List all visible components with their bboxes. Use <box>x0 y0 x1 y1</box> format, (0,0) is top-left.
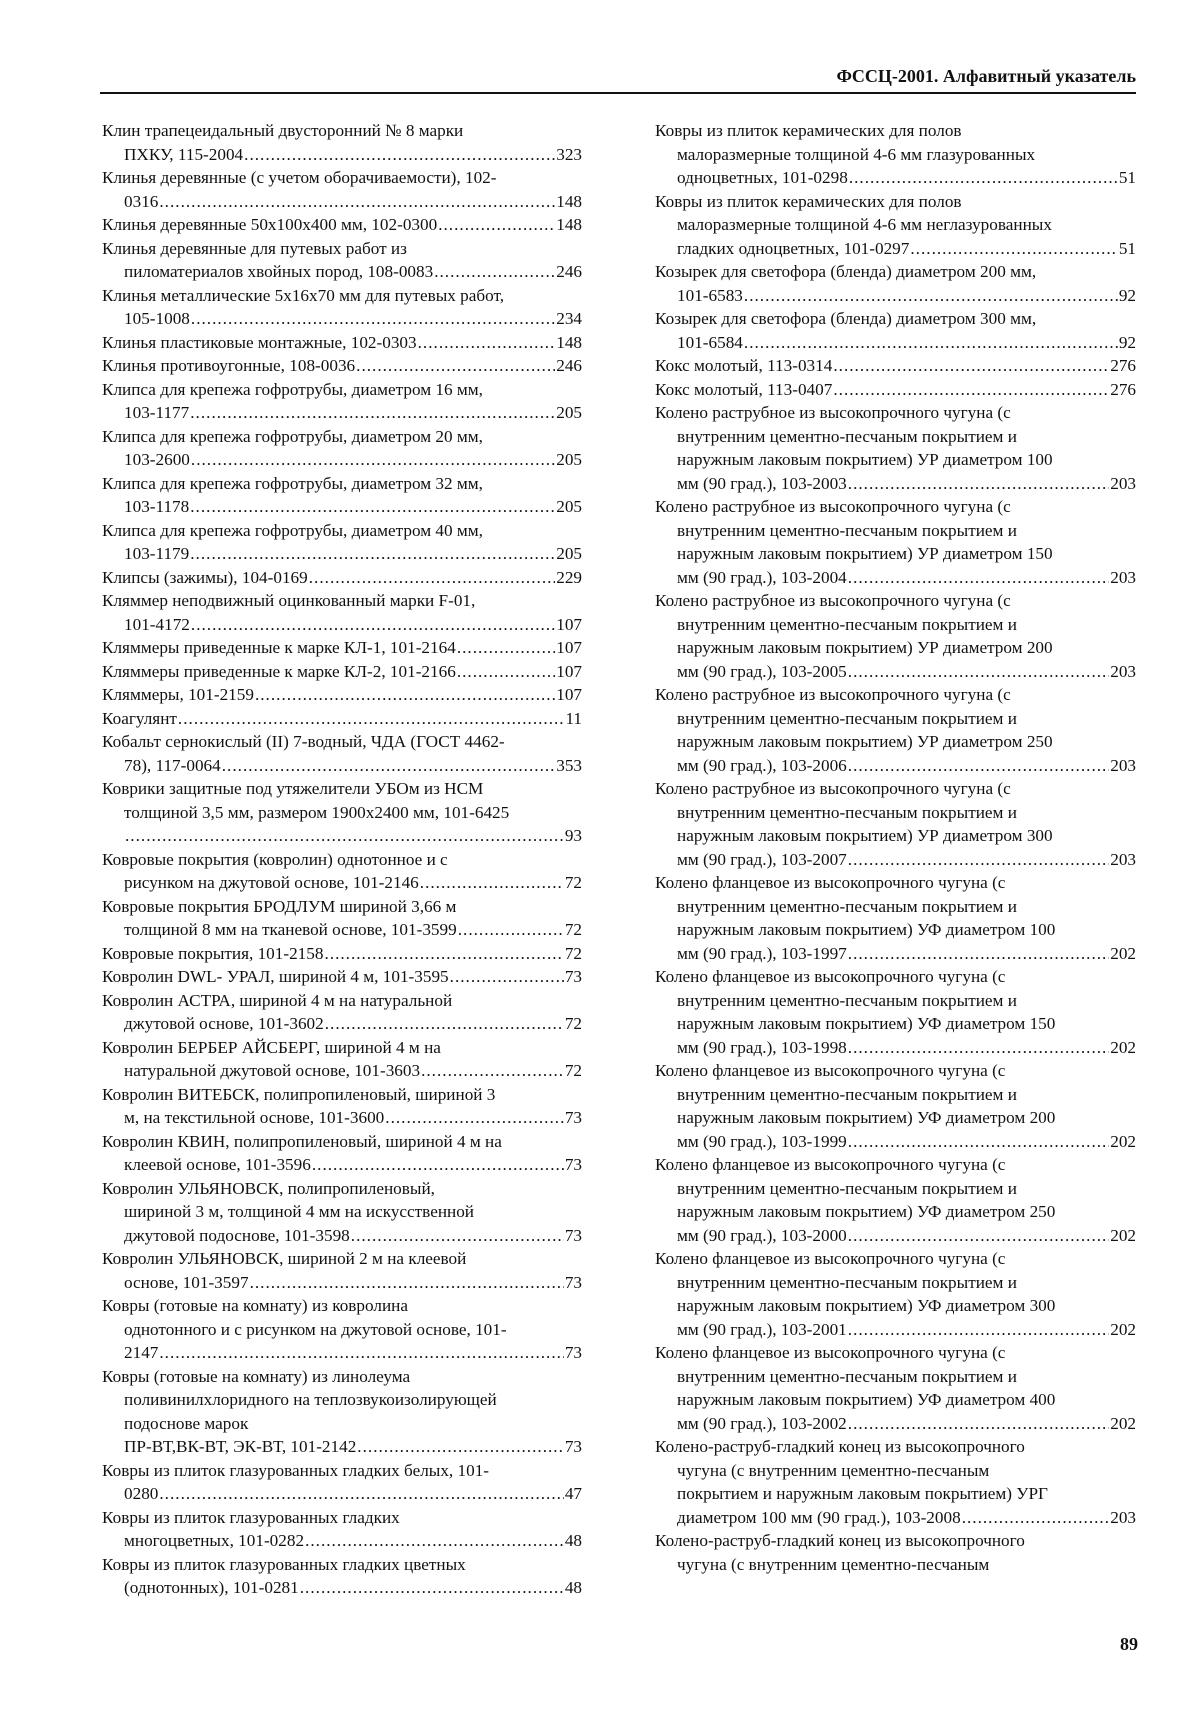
dot-leader <box>421 1059 564 1083</box>
entry-text-line: 105-1008 <box>124 309 190 328</box>
index-entry <box>655 307 1136 354</box>
dot-leader <box>849 166 1118 190</box>
entry-text-line: 103-1177 <box>124 403 190 422</box>
index-entry <box>655 1153 1136 1247</box>
index-entry <box>102 660 582 684</box>
index-column-left <box>102 119 582 1600</box>
entry-text-line: внутренним цементно-песчаным покрытием и <box>677 802 1017 822</box>
entry-text-line: Кляммеры, 101-2159 <box>102 685 254 704</box>
dot-leader <box>848 942 1109 966</box>
dot-leader <box>190 401 555 425</box>
entry-text-line: рисунком на джутовой основе, 101-2146 <box>124 873 419 892</box>
dot-leader <box>222 754 555 778</box>
entry-text-line: джутовой подоснове, 101-3598 <box>124 1225 350 1245</box>
entry-text-line: 0316 <box>124 191 159 211</box>
entry-text-line: внутренним цементно-песчаным покрытием и <box>677 520 1017 540</box>
entry-text-line: основе, 101-3597 <box>124 1272 249 1292</box>
index-entry <box>655 683 1136 777</box>
entry-page-ref: 246 <box>556 356 582 375</box>
entry-text-line: 103-2600 <box>124 450 190 469</box>
entry-text-line: Ковры из плиток керамических для полов <box>655 121 962 140</box>
index-entry <box>102 730 582 777</box>
entry-text-line: мм (90 град.), 103-1998 <box>677 1037 847 1057</box>
index-entry <box>102 472 582 519</box>
index-entry <box>655 190 1136 261</box>
entry-text-line: Клипса для крепежа гофротрубы, диаметром 20 мм, <box>102 426 483 446</box>
entry-page-ref: 73 <box>564 967 582 986</box>
dot-leader <box>438 213 555 237</box>
entry-page-ref: 11 <box>565 708 582 728</box>
dot-leader <box>312 1153 564 1177</box>
entry-page-ref: 73 <box>564 1225 582 1245</box>
entry-text-line: Ковры из плиток керамических для полов <box>655 191 962 211</box>
entry-page-ref: 107 <box>556 614 582 634</box>
entry-text-line: наружным лаковым покрытием) УР диаметром 250 <box>677 732 1053 751</box>
entry-page-ref: 107 <box>556 685 582 704</box>
entry-page-ref: 246 <box>556 262 582 281</box>
index-entry <box>102 1247 582 1294</box>
entry-text-line: внутренним цементно-песчаным покрытием и <box>677 708 1017 728</box>
index-entry <box>102 1177 582 1248</box>
index-entry <box>655 1435 1136 1529</box>
dot-leader <box>178 707 565 731</box>
entry-text-line: толщиной 3,5 мм, размером 1900x2400 мм, 101-6425 <box>124 802 510 822</box>
entry-page-ref: 72 <box>564 1014 582 1033</box>
dot-leader <box>833 378 1109 402</box>
entry-page-ref: 48 <box>564 1578 582 1597</box>
entry-page-ref: 148 <box>556 332 582 352</box>
entry-text-line: внутренним цементно-песчаным покрытием и <box>677 1272 1017 1292</box>
entry-text-line: шириной 3 м, толщиной 4 мм на искусственной <box>124 1202 475 1221</box>
entry-text-line: Кокс молотый, 113-0407 <box>655 379 833 399</box>
entry-text-line: чугуна (с внутренним цементно-песчаным <box>677 1554 990 1574</box>
dot-leader <box>848 754 1109 778</box>
page-number: 89 <box>1120 1634 1138 1654</box>
entry-page-ref: 72 <box>564 1061 582 1080</box>
index-entry <box>102 777 582 848</box>
entry-text-line: наружным лаковым покрытием) УФ диаметром 100 <box>677 920 1056 939</box>
entry-text-line: 103-1179 <box>124 544 190 563</box>
entry-text-line: мм (90 град.), 103-2004 <box>677 567 847 587</box>
entry-page-ref: 93 <box>564 826 582 845</box>
entry-text-line: Колено раструбное из высокопрочного чугуна (с <box>655 591 1011 610</box>
entry-text-line: мм (90 град.), 103-2007 <box>677 849 847 869</box>
entry-page-ref: 203 <box>1110 567 1136 587</box>
entry-text-line: наружным лаковым покрытием) УР диаметром 300 <box>677 826 1053 845</box>
dot-leader <box>848 1224 1109 1248</box>
dot-leader <box>159 1482 563 1506</box>
entry-text-line: малоразмерные толщиной 4-6 мм глазурованных <box>677 144 1036 164</box>
index-entry <box>102 284 582 331</box>
entry-text-line: Ковролин АСТРА, шириной 4 м на натуральной <box>102 990 453 1010</box>
entry-page-ref: 107 <box>556 661 582 681</box>
dot-leader <box>848 1412 1109 1436</box>
entry-text-line: Ковролин ВИТЕБСК, полипропиленовый, шириной 3 <box>102 1084 496 1104</box>
entry-text-line: наружным лаковым покрытием) УР диаметром 100 <box>677 450 1053 469</box>
index-entry <box>655 378 1136 402</box>
dot-leader <box>159 1341 563 1365</box>
entry-page-ref: 48 <box>564 1531 582 1550</box>
entry-text-line: Колено раструбное из высокопрочного чугуна (с <box>655 497 1011 516</box>
dot-leader <box>324 942 563 966</box>
entry-text-line: наружным лаковым покрытием) УФ диаметром 300 <box>677 1296 1056 1315</box>
entry-text-line: ПР-ВТ,ВК-ВТ, ЭК-ВТ, 101-2142 <box>124 1437 357 1456</box>
entry-text-line: мм (90 град.), 103-2005 <box>677 661 847 681</box>
entry-page-ref: 107 <box>556 638 582 657</box>
dot-leader <box>744 284 1118 308</box>
index-entry <box>102 213 582 237</box>
entry-text-line: ПХКУ, 115-2004 <box>124 144 244 164</box>
dot-leader <box>325 1012 564 1036</box>
entry-text-line: толщиной 8 мм на тканевой основе, 101-3599 <box>124 920 457 939</box>
index-entry <box>102 166 582 213</box>
entry-text-line: Клинья деревянные 50x100x400 мм, 102-0300 <box>102 215 438 234</box>
entry-page-ref: 203 <box>1110 473 1136 493</box>
entry-text-line: мм (90 град.), 103-1997 <box>677 943 847 963</box>
index-entry <box>102 1036 582 1083</box>
entry-text-line: 0280 <box>124 1484 159 1503</box>
entry-text-line: гладких одноцветных, 101-0297 <box>677 238 910 258</box>
entry-text-line: Ковролин DWL- УРАЛ, шириной 4 м, 101-3595 <box>102 967 449 986</box>
entry-page-ref: 72 <box>564 943 582 963</box>
dot-leader <box>848 1130 1109 1154</box>
entry-text-line: Колено-раструб-гладкий конец из высокопрочного <box>655 1531 1025 1550</box>
entry-text-line: клеевой основе, 101-3596 <box>124 1155 311 1174</box>
entry-text-line: Колено раструбное из высокопрочного чугуна (с <box>655 779 1011 798</box>
entry-page-ref: 353 <box>556 755 582 775</box>
entry-page-ref: 205 <box>556 450 582 469</box>
entry-text-line: Ковровые покрытия БРОДЛУМ шириной 3,66 м <box>102 896 457 916</box>
entry-text-line: наружным лаковым покрытием) УФ диаметром 200 <box>677 1108 1056 1127</box>
entry-text-line: Кобальт сернокислый (II) 7-водный, ЧДА (ГОСТ 4462- <box>102 732 505 751</box>
entry-text-line: диаметром 100 мм (90 град.), 103-2008 <box>677 1507 961 1527</box>
index-entry <box>655 354 1136 378</box>
dot-leader <box>434 260 555 284</box>
index-entry <box>655 1247 1136 1341</box>
entry-page-ref: 276 <box>1110 356 1136 375</box>
dot-leader <box>457 660 555 684</box>
entry-text-line: Кляммер неподвижный оцинкованный марки F-01, <box>102 591 476 610</box>
dot-leader <box>420 871 564 895</box>
entry-text-line: Клинья металлические 5x16x70 мм для путевых работ, <box>102 285 505 305</box>
entry-text-line: Клинья противоугонные, 108-0036 <box>102 356 356 375</box>
index-entry <box>655 119 1136 190</box>
dot-leader <box>418 331 556 355</box>
index-entry <box>102 848 582 895</box>
entry-page-ref: 203 <box>1110 849 1136 869</box>
index-entry <box>655 871 1136 965</box>
entry-page-ref: 202 <box>1110 1319 1136 1339</box>
dot-leader <box>190 495 555 519</box>
entry-text-line: внутренним цементно-песчаным покрытием и <box>677 1366 1017 1386</box>
dot-leader <box>244 143 555 167</box>
entry-text-line: Ковры из плиток глазурованных гладких <box>102 1507 400 1527</box>
index-entry <box>102 1459 582 1506</box>
entry-page-ref: 229 <box>556 567 582 587</box>
entry-page-ref: 73 <box>564 1343 582 1362</box>
entry-text-line: внутренним цементно-песчаным покрытием и <box>677 614 1017 634</box>
entry-page-ref: 234 <box>556 309 582 328</box>
entry-page-ref: 73 <box>564 1155 582 1174</box>
dot-leader <box>910 237 1117 261</box>
entry-page-ref: 72 <box>564 873 582 892</box>
entry-text-line: Клипса для крепежа гофротрубы, диаметром 16 мм, <box>102 379 483 399</box>
dot-leader <box>309 566 555 590</box>
index-entry <box>655 401 1136 495</box>
index-entry <box>102 119 582 166</box>
dot-leader <box>962 1506 1110 1530</box>
dot-leader <box>385 1106 564 1130</box>
index-entry <box>102 683 582 707</box>
index-entry <box>102 942 582 966</box>
dot-leader <box>848 472 1109 496</box>
dot-leader <box>457 636 555 660</box>
entry-text-line: мм (90 град.), 103-2001 <box>677 1319 847 1339</box>
entry-text-line: наружным лаковым покрытием) УР диаметром 200 <box>677 638 1053 657</box>
entry-text-line: (однотонных), 101-0281 <box>124 1578 299 1597</box>
entry-text-line: Коагулянт <box>102 708 177 728</box>
dot-leader <box>848 1036 1109 1060</box>
entry-page-ref: 202 <box>1110 943 1136 963</box>
index-entry <box>102 636 582 660</box>
index-entry <box>102 1083 582 1130</box>
index-entry <box>102 1553 582 1600</box>
entry-page-ref: 205 <box>556 497 582 516</box>
dot-leader <box>305 1529 564 1553</box>
entry-text-line: наружным лаковым покрытием) УФ диаметром 150 <box>677 1014 1056 1033</box>
entry-text-line: мм (90 град.), 103-2002 <box>677 1413 847 1433</box>
entry-page-ref: 73 <box>564 1272 582 1292</box>
entry-page-ref: 92 <box>1118 285 1136 305</box>
entry-text-line: Колено фланцевое из высокопрочного чугуна (с <box>655 1249 1006 1268</box>
index-entry <box>102 707 582 731</box>
entry-text-line: Клин трапецеидальный двусторонний № 8 марки <box>102 121 464 140</box>
entry-page-ref: 51 <box>1118 238 1136 258</box>
entry-text-line: малоразмерные толщиной 4-6 мм неглазурованных <box>677 215 1052 234</box>
dot-leader <box>125 824 564 848</box>
entry-text-line: 101-6584 <box>677 332 743 352</box>
index-entry <box>102 989 582 1036</box>
entry-text-line: Ковры из плиток глазурованных гладких белых, 101- <box>102 1460 490 1480</box>
entry-page-ref: 148 <box>556 215 582 234</box>
entry-page-ref: 73 <box>564 1108 582 1127</box>
entry-text-line: Колено фланцевое из высокопрочного чугуна (с <box>655 1061 1006 1080</box>
dot-leader <box>191 613 555 637</box>
entry-page-ref: 203 <box>1110 1507 1136 1527</box>
index-entry <box>102 354 582 378</box>
dot-leader <box>848 566 1109 590</box>
dot-leader <box>190 542 555 566</box>
index-entry <box>655 777 1136 871</box>
entry-page-ref: 202 <box>1110 1225 1136 1245</box>
entry-text-line: 101-4172 <box>124 614 190 634</box>
entry-page-ref: 72 <box>564 920 582 939</box>
dot-leader <box>351 1224 564 1248</box>
entry-page-ref: 47 <box>564 1484 582 1503</box>
entry-text-line: Ковровые покрытия, 101-2158 <box>102 943 324 963</box>
entry-page-ref: 73 <box>564 1437 582 1456</box>
entry-text-line: Клинья пластиковые монтажные, 102-0303 <box>102 332 417 352</box>
entry-text-line: Ковролин УЛЬЯНОВСК, шириной 2 м на клеевой <box>102 1249 467 1268</box>
index-entry <box>102 1506 582 1553</box>
entry-text-line: Козырек для светофора (бленда) диаметром 200 мм, <box>655 262 1037 281</box>
entry-text-line: одноцветных, 101-0298 <box>677 168 848 187</box>
entry-text-line: Кляммеры приведенные к марке КЛ-1, 101-2164 <box>102 638 456 657</box>
entry-page-ref: 202 <box>1110 1131 1136 1151</box>
entry-text-line: мм (90 град.), 103-2006 <box>677 755 847 775</box>
index-entry <box>102 1130 582 1177</box>
entry-text-line: м, на текстильной основе, 101-3600 <box>124 1108 385 1127</box>
index-entry <box>102 566 582 590</box>
entry-text-line: Коврики защитные под утяжелители УБОм из НСМ <box>102 779 484 798</box>
entry-text-line: Колено фланцевое из высокопрочного чугуна (с <box>655 873 1006 892</box>
entry-text-line: Клипсы (зажимы), 104-0169 <box>102 567 308 587</box>
entry-page-ref: 323 <box>556 144 582 164</box>
dot-leader <box>458 918 564 942</box>
dot-leader <box>848 660 1109 684</box>
entry-page-ref: 205 <box>556 403 582 422</box>
entry-page-ref: 148 <box>556 191 582 211</box>
entry-text-line: Ковры (готовые на комнату) из линолеума <box>102 1366 411 1386</box>
index-entry <box>655 1059 1136 1153</box>
index-column-right <box>655 119 1136 1576</box>
entry-text-line: Колено фланцевое из высокопрочного чугуна (с <box>655 1343 1006 1362</box>
entry-text-line: Колено раструбное из высокопрочного чугуна (с <box>655 685 1011 704</box>
index-entry <box>655 1341 1136 1435</box>
entry-text-line: поливинилхлоридного на теплозвукоизолирующей <box>124 1390 497 1409</box>
entry-text-line: Кокс молотый, 113-0314 <box>655 356 833 375</box>
entry-text-line: Кляммеры приведенные к марке КЛ-2, 101-2166 <box>102 661 456 681</box>
entry-text-line: внутренним цементно-песчаным покрытием и <box>677 896 1017 916</box>
entry-text-line: Ковры из плиток глазурованных гладких цветных <box>102 1554 466 1574</box>
dot-leader <box>848 1318 1109 1342</box>
index-entry <box>102 519 582 566</box>
entry-text-line: чугуна (с внутренним цементно-песчаным <box>677 1460 990 1480</box>
entry-text-line: наружным лаковым покрытием) УФ диаметром 400 <box>677 1390 1056 1409</box>
entry-page-ref: 51 <box>1118 168 1136 187</box>
dot-leader <box>848 848 1109 872</box>
dot-leader <box>159 190 555 214</box>
entry-text-line: Клипса для крепежа гофротрубы, диаметром 32 мм, <box>102 473 483 493</box>
dot-leader <box>250 1271 564 1295</box>
entry-text-line: Ковролин КВИН, полипропиленовый, шириной 4 м на <box>102 1131 502 1151</box>
entry-text-line: мм (90 град.), 103-1999 <box>677 1131 847 1151</box>
index-entry <box>102 1365 582 1459</box>
entry-text-line: внутренним цементно-песчаным покрытием и <box>677 990 1017 1010</box>
entry-text-line: мм (90 град.), 103-2000 <box>677 1225 847 1245</box>
entry-page-ref: 203 <box>1110 661 1136 681</box>
entry-text-line: 78), 117-0064 <box>124 755 221 775</box>
index-entry <box>102 895 582 942</box>
dot-leader <box>357 1435 564 1459</box>
entry-text-line: Козырек для светофора (бленда) диаметром 300 мм, <box>655 309 1037 328</box>
entry-text-line: Ковролин УЛЬЯНОВСК, полипропиленовый, <box>102 1178 435 1198</box>
entry-text-line: Колено раструбное из высокопрочного чугуна (с <box>655 403 1011 422</box>
entry-text-line: Колено-раструб-гладкий конец из высокопрочного <box>655 1437 1025 1456</box>
dot-leader <box>744 331 1118 355</box>
index-entry <box>102 425 582 472</box>
entry-text-line: Ковры (готовые на комнату) из ковролина <box>102 1296 408 1315</box>
index-entry <box>102 1294 582 1365</box>
dot-leader <box>356 354 555 378</box>
entry-text-line: Ковровые покрытия (ковролин) однотонное и с <box>102 849 448 869</box>
entry-text-line: Клинья деревянные для путевых работ из <box>102 238 407 258</box>
running-header <box>100 66 1136 94</box>
entry-text-line: покрытием и наружным лаковым покрытием) УРГ <box>677 1484 1048 1503</box>
index-entry <box>655 1529 1136 1576</box>
index-entry <box>102 589 582 636</box>
dot-leader <box>450 965 564 989</box>
dot-leader <box>191 448 555 472</box>
entry-text-line: натуральной джутовой основе, 101-3603 <box>124 1061 421 1080</box>
index-entry <box>655 965 1136 1059</box>
header-title: ФССЦ-2001. Алфавитный указатель <box>836 66 1136 86</box>
dot-leader <box>300 1576 564 1600</box>
entry-page-ref: 205 <box>556 544 582 563</box>
entry-page-ref: 92 <box>1118 332 1136 352</box>
entry-text-line: джутовой основе, 101-3602 <box>124 1014 324 1033</box>
index-entry <box>655 260 1136 307</box>
dot-leader <box>255 683 555 707</box>
dot-leader <box>833 354 1109 378</box>
entry-text-line: Колено фланцевое из высокопрочного чугуна (с <box>655 1155 1006 1174</box>
entry-text-line: пиломатериалов хвойных пород, 108-0083 <box>124 262 434 281</box>
entry-text-line: Колено фланцевое из высокопрочного чугуна (с <box>655 967 1006 986</box>
entry-text-line: Ковролин БЕРБЕР АЙСБЕРГ, шириной 4 м на <box>102 1037 441 1057</box>
entry-page-ref: 276 <box>1110 379 1136 399</box>
entry-text-line: многоцветных, 101-0282 <box>124 1531 305 1550</box>
entry-text-line: 2147 <box>124 1343 159 1362</box>
entry-text-line: Клипса для крепежа гофротрубы, диаметром 40 мм, <box>102 520 483 540</box>
entry-text-line: наружным лаковым покрытием) УФ диаметром 250 <box>677 1202 1056 1221</box>
entry-page-ref: 202 <box>1110 1413 1136 1433</box>
index-entry <box>102 331 582 355</box>
entry-text-line: наружным лаковым покрытием) УР диаметром 150 <box>677 544 1053 563</box>
entry-text-line: Клинья деревянные (с учетом оборачиваемости), 102- <box>102 168 497 187</box>
dot-leader <box>191 307 555 331</box>
entry-page-ref: 203 <box>1110 755 1136 775</box>
index-entry <box>102 378 582 425</box>
index-entry <box>655 589 1136 683</box>
index-entry <box>102 237 582 284</box>
entry-text-line: внутренним цементно-песчаным покрытием и <box>677 426 1017 446</box>
index-entry <box>655 495 1136 589</box>
entry-text-line: 103-1178 <box>124 497 190 516</box>
entry-text-line: подоснове марок <box>124 1413 249 1433</box>
entry-text-line: однотонного и с рисунком на джутовой основе, 101- <box>124 1319 507 1339</box>
entry-text-line: внутренним цементно-песчаным покрытием и <box>677 1178 1017 1198</box>
entry-text-line: внутренним цементно-песчаным покрытием и <box>677 1084 1017 1104</box>
entry-text-line: 101-6583 <box>677 285 743 305</box>
index-entry <box>102 965 582 989</box>
entry-page-ref: 202 <box>1110 1037 1136 1057</box>
entry-text-line: мм (90 град.), 103-2003 <box>677 473 847 493</box>
